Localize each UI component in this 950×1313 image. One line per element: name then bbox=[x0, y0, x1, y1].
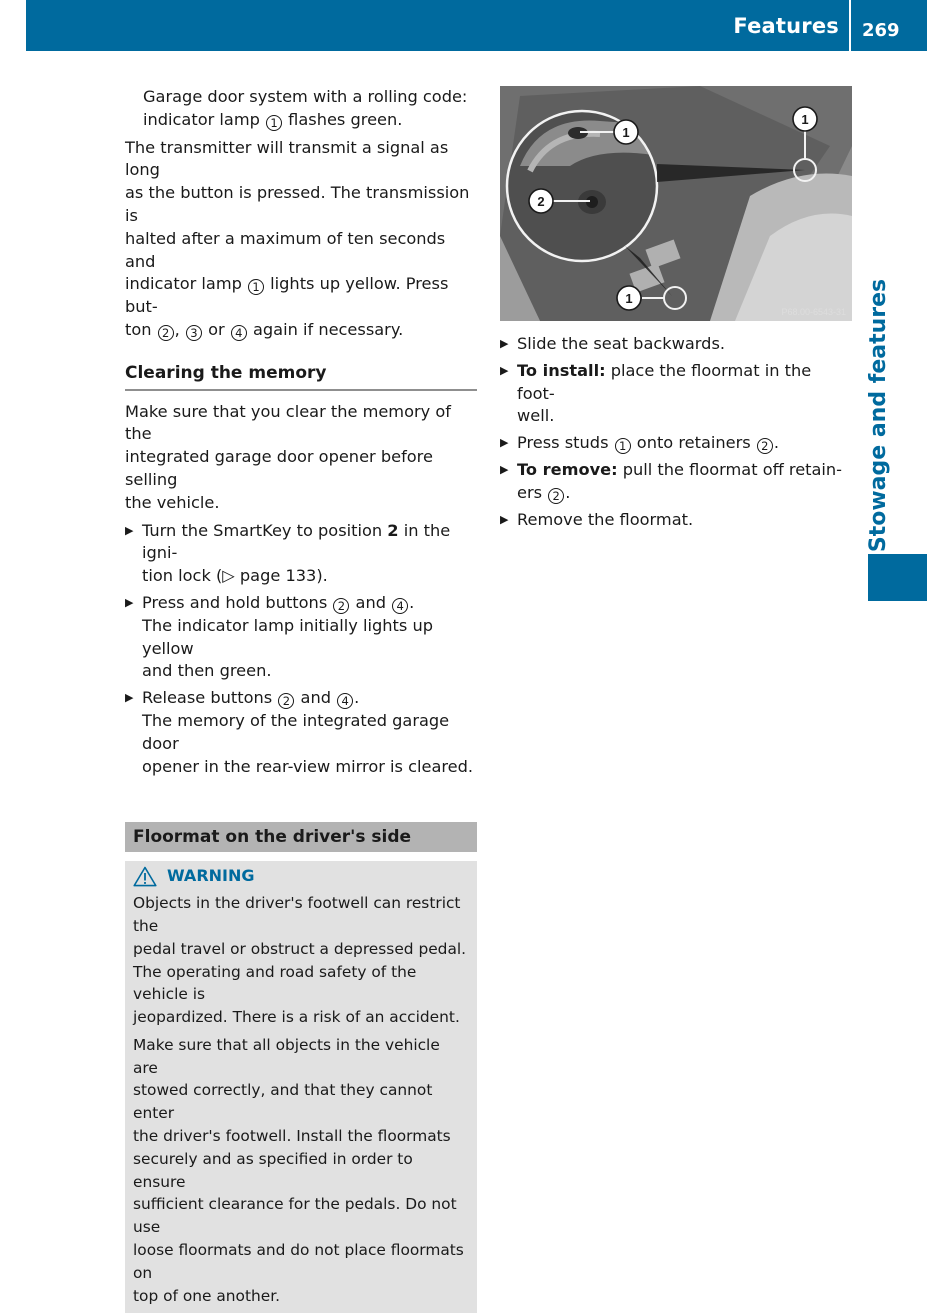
text-span: , bbox=[174, 319, 185, 339]
text-line bbox=[125, 273, 477, 319]
warning-box bbox=[125, 861, 477, 1313]
text-span: lights up yellow. Press but- bbox=[125, 274, 449, 317]
warning-paragraph-1 bbox=[133, 892, 469, 1029]
text-line bbox=[517, 432, 852, 455]
text-line bbox=[517, 405, 852, 428]
text-line bbox=[517, 482, 852, 505]
instruction-step bbox=[500, 360, 852, 428]
text-line bbox=[142, 520, 477, 566]
text-line bbox=[143, 109, 477, 132]
instruction-step bbox=[500, 432, 852, 455]
callout-1-top bbox=[614, 120, 638, 144]
floormat-section-title: Floormat on the driver's side bbox=[125, 822, 477, 852]
warning-triangle-icon bbox=[133, 866, 157, 887]
svg-text:1: 1 bbox=[625, 291, 633, 306]
text-span: . bbox=[565, 482, 571, 502]
text-line bbox=[142, 710, 477, 756]
text-span: and then green. bbox=[142, 661, 272, 681]
instruction-step bbox=[125, 520, 477, 588]
text-line bbox=[142, 756, 477, 779]
step-arrow-icon: ▶ bbox=[125, 523, 134, 537]
text-line: The operating and road safety of the vehicle is bbox=[133, 962, 417, 1004]
text-line bbox=[125, 401, 477, 447]
page-number: 269 bbox=[862, 20, 900, 41]
callout-number-icon: 4 bbox=[392, 598, 408, 614]
svg-text:1: 1 bbox=[622, 125, 630, 140]
text-line bbox=[517, 459, 852, 482]
side-tab bbox=[866, 278, 892, 553]
floormat-steps bbox=[500, 333, 852, 531]
text-span: and bbox=[350, 592, 392, 612]
text-span: . bbox=[354, 688, 360, 708]
text-span: halted after a maximum of ten seconds and bbox=[125, 228, 446, 271]
figure-code: P68.00-6543-31 bbox=[781, 307, 846, 317]
text-line: sufficient clearance for the pedals. Do not use bbox=[133, 1195, 457, 1237]
text-line: top of one another. bbox=[133, 1286, 281, 1305]
step-arrow-icon: ▶ bbox=[500, 337, 509, 350]
text-line bbox=[125, 228, 477, 274]
text-span: ers bbox=[517, 482, 548, 502]
clearing-intro bbox=[125, 401, 477, 515]
text-span: Make sure that you clear the memory of the bbox=[125, 401, 451, 444]
step-arrow-icon: ▶ bbox=[125, 691, 134, 705]
text-span: Turn the SmartKey to position bbox=[142, 520, 388, 540]
step-arrow-icon: ▶ bbox=[500, 436, 509, 450]
text-span: . bbox=[409, 592, 415, 612]
svg-text:1: 1 bbox=[801, 112, 809, 127]
text-span: well. bbox=[517, 406, 555, 426]
text-line bbox=[517, 333, 852, 356]
text-span: indicator lamp bbox=[143, 109, 266, 129]
text-span: the vehicle. bbox=[125, 492, 220, 512]
text-span: The transmitter will transmit a signal as long bbox=[125, 137, 449, 180]
transmitter-paragraph bbox=[125, 137, 477, 342]
text-span: again if necessary. bbox=[247, 319, 404, 339]
text-span: Garage door system with a rolling code: bbox=[143, 87, 468, 106]
callout-number-icon: 2 bbox=[158, 325, 174, 341]
text-line bbox=[143, 86, 477, 109]
side-tab-marker bbox=[868, 554, 927, 601]
text-span: and bbox=[295, 688, 337, 708]
callout-number-icon: 3 bbox=[186, 325, 202, 341]
clearing-steps bbox=[125, 520, 477, 779]
text-line bbox=[517, 509, 852, 532]
svg-text:2: 2 bbox=[537, 194, 545, 209]
text-span: as the button is pressed. The transmission is bbox=[125, 183, 470, 225]
text-line bbox=[142, 592, 477, 615]
bold-text: To remove: bbox=[517, 459, 618, 479]
text-span: place the floormat in the foot- bbox=[517, 360, 812, 403]
step-arrow-icon: ▶ bbox=[500, 462, 509, 476]
header-divider bbox=[849, 0, 851, 51]
instruction-step bbox=[500, 459, 852, 505]
text-line bbox=[142, 660, 477, 683]
text-line bbox=[142, 565, 477, 588]
text-line bbox=[517, 360, 852, 406]
warning-title: WARNING bbox=[167, 866, 255, 886]
text-span: . bbox=[773, 433, 779, 453]
text-line: stowed correctly, and that they cannot enter bbox=[133, 1081, 433, 1123]
text-span: Remove the floormat. bbox=[517, 509, 694, 529]
instruction-step bbox=[500, 333, 852, 356]
callout-number-icon: 4 bbox=[337, 693, 353, 709]
instruction-step bbox=[125, 687, 477, 778]
text-line: securely and as specified in order to ensure bbox=[133, 1149, 413, 1191]
callout-number-icon: 1 bbox=[266, 115, 282, 131]
clearing-memory-heading: Clearing the memory bbox=[125, 362, 477, 391]
text-line: loose floormats and do not place floormats on bbox=[133, 1241, 464, 1282]
text-line: jeopardized. There is a risk of an accident. bbox=[133, 1008, 460, 1027]
text-span: flashes green. bbox=[283, 109, 403, 129]
bold-text: 2 bbox=[387, 520, 399, 540]
text-span: in the igni- bbox=[142, 520, 451, 563]
step-arrow-icon: ▶ bbox=[500, 512, 509, 526]
text-line bbox=[125, 137, 477, 183]
text-span: or bbox=[202, 319, 230, 339]
callout-number-icon: 2 bbox=[333, 598, 349, 614]
text-line bbox=[142, 615, 477, 661]
text-span: integrated garage door opener before selling bbox=[125, 447, 433, 489]
rolling-code-note bbox=[125, 86, 477, 132]
page-header bbox=[26, 0, 927, 51]
callout-number-icon: 1 bbox=[248, 279, 264, 295]
text-line bbox=[142, 687, 477, 710]
callout-number-icon: 1 bbox=[615, 438, 631, 454]
callout-1-right bbox=[793, 107, 817, 131]
text-span: onto retainers bbox=[631, 433, 756, 453]
floormat-illustration-svg bbox=[500, 86, 852, 321]
callout-1-bottom bbox=[617, 286, 641, 310]
text-span: pull the floormat off retain- bbox=[617, 459, 843, 479]
text-line: Objects in the driver's footwell can restrict the bbox=[133, 894, 461, 935]
text-line bbox=[125, 319, 477, 342]
header-title: Features bbox=[733, 14, 839, 38]
floormat-illustration bbox=[500, 86, 852, 321]
text-span: opener in the rear-view mirror is cleared. bbox=[142, 756, 474, 776]
right-column bbox=[500, 86, 852, 531]
text-line: pedal travel or obstruct a depressed pedal. bbox=[133, 939, 467, 958]
left-column bbox=[125, 86, 477, 1313]
callout-2 bbox=[529, 189, 553, 213]
warning-header bbox=[133, 865, 469, 888]
instruction-step bbox=[500, 509, 852, 532]
text-line bbox=[125, 182, 477, 228]
text-line bbox=[125, 446, 477, 492]
callout-number-icon: 4 bbox=[231, 325, 247, 341]
side-tab-label: Stowage and features bbox=[866, 278, 892, 553]
callout-number-icon: 2 bbox=[278, 693, 294, 709]
text-span: Press and hold buttons bbox=[142, 592, 333, 612]
step-arrow-icon: ▶ bbox=[500, 363, 509, 377]
bold-text: To install: bbox=[517, 360, 606, 380]
step-arrow-icon: ▶ bbox=[125, 595, 134, 609]
text-span: ton bbox=[125, 319, 157, 339]
text-span: indicator lamp bbox=[125, 274, 248, 294]
instruction-step bbox=[125, 592, 477, 683]
text-line bbox=[125, 492, 477, 515]
text-span: Release buttons bbox=[142, 688, 278, 708]
callout-number-icon: 2 bbox=[548, 488, 564, 504]
text-line: Make sure that all objects in the vehicle are bbox=[133, 1035, 440, 1077]
text-span: The indicator lamp initially lights up yellow bbox=[142, 615, 433, 658]
text-span: tion lock (▷ page 133). bbox=[142, 566, 328, 586]
text-span: Press studs bbox=[517, 433, 614, 453]
warning-paragraph-2 bbox=[133, 1034, 469, 1308]
text-span: Slide the seat backwards. bbox=[517, 334, 726, 353]
text-span: The memory of the integrated garage door bbox=[142, 710, 450, 753]
text-line: the driver's footwell. Install the floormats bbox=[133, 1127, 451, 1146]
callout-number-icon: 2 bbox=[757, 438, 773, 454]
